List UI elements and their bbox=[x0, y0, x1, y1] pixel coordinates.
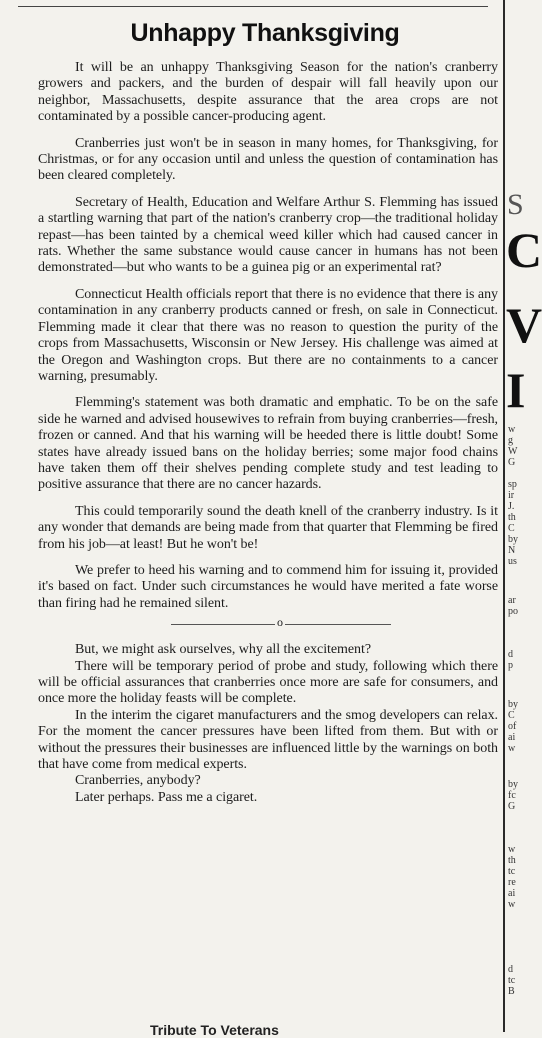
adjacent-fragment: us bbox=[508, 556, 517, 567]
adjacent-fragment: ir bbox=[508, 490, 515, 501]
adjacent-fragment: ai bbox=[508, 732, 516, 743]
adjacent-fragment: by bbox=[508, 534, 518, 545]
column-divider bbox=[503, 0, 505, 1032]
adjacent-fragment: S bbox=[507, 188, 524, 221]
adjacent-fragment: re bbox=[508, 877, 516, 888]
adjacent-fragment: w bbox=[508, 844, 516, 855]
adjacent-fragment: V bbox=[506, 297, 542, 353]
adjacent-fragment: w bbox=[508, 899, 516, 910]
adjacent-fragment: by bbox=[508, 699, 518, 710]
adjacent-fragment: tc bbox=[508, 866, 516, 877]
paragraph: We prefer to heed his warning and to commend him for issuing it, provided it's based on fact. Under such circumstances he would have merited a fate worse than firing had he remained silent. bbox=[38, 562, 498, 611]
adjacent-fragment: fc bbox=[508, 790, 516, 801]
adjacent-fragment: po bbox=[508, 606, 518, 617]
adjacent-fragment: w bbox=[508, 424, 516, 435]
adjacent-fragment: ai bbox=[508, 888, 516, 899]
adjacent-column bbox=[506, 0, 542, 1032]
adjacent-fragment: C bbox=[506, 222, 542, 278]
paragraph: Cranberries just won't be in season in many homes, for Thanksgiving, for Christmas, or for any occasion until and unless the question of contamination has been cleared completely. bbox=[38, 135, 498, 184]
paragraph: There will be temporary period of probe and study, following which there will be official assurances that cranberries once more are safe for consumers, and once more the holiday feasts will be complete. bbox=[38, 658, 498, 707]
paragraph: Secretary of Health, Education and Welfare Arthur S. Flemming has issued a startling warning that part of the nation's cranberry crop—the traditional holiday repast—has been tainted by a chemical weed killer which had caused cancer in rats. Whether the same substance would cause cancer in humans has not been demonstrated—but who wants to be a guinea pig or an experimental rat? bbox=[38, 194, 498, 276]
adjacent-fragment: th bbox=[508, 512, 516, 523]
paragraph: Flemming's statement was both dramatic and emphatic. To be on the safe side he warned and advised housewives to refrain from buying cranberries—fresh, frozen or canned. And that his warning will be heeded there is little doubt! Some states have already issued bans on the holiday berries; some major food chains have taken them off their shelves pending complete study and test leading to positive assurance that there are no cancer hazards. bbox=[38, 395, 498, 493]
divider-mark: o bbox=[277, 615, 283, 630]
adjacent-fragment: ar bbox=[508, 595, 516, 606]
adjacent-fragment: C bbox=[508, 710, 515, 721]
paragraph: This could temporarily sound the death knell of the cranberry industry. Is it any wonder that demands are being made from that quarter that Flemming be fired from his job—at least! But he won't be! bbox=[38, 503, 498, 552]
adjacent-fragment: G bbox=[508, 801, 516, 812]
adjacent-fragment: J. bbox=[508, 501, 515, 512]
adjacent-fragment: d bbox=[508, 649, 513, 660]
paragraph: But, we might ask ourselves, why all the excitement? bbox=[75, 642, 371, 658]
adjacent-fragment: G bbox=[508, 457, 516, 468]
next-article-headline-fragment: Tribute To Veterans bbox=[150, 1022, 279, 1038]
adjacent-fragment: B bbox=[508, 986, 515, 997]
editorial-body bbox=[38, 60, 498, 806]
paragraph: In the interim the cigaret manufacturers and the smog developers can relax. For the moment the cancer pressures have been lifted from them. But with or without the pressures their businesses are influenced little by the warnings on both that have come from medical experts. bbox=[38, 707, 498, 773]
adjacent-fragment: N bbox=[508, 545, 516, 556]
editorial-headline: Unhappy Thanksgiving bbox=[130, 19, 400, 47]
adjacent-fragment: w bbox=[508, 743, 516, 754]
section-divider bbox=[38, 612, 498, 642]
paragraph: It will be an unhappy Thanksgiving Season for the nation's cranberry growers and packers, and the burden of despair will fall heavily upon our neighbor, Massachusetts, despite assurance that the area crops are not contaminated by a possible cancer-producing agent. bbox=[38, 60, 498, 125]
top-rule bbox=[18, 0, 488, 7]
adjacent-fragment: W bbox=[508, 446, 518, 457]
adjacent-fragment: p bbox=[508, 660, 513, 671]
adjacent-fragment: tc bbox=[508, 975, 516, 986]
adjacent-fragment: sp bbox=[508, 479, 517, 490]
paragraph: Connecticut Health officials report that there is no evidence that there is any contamination in any cranberry products canned or fresh, on sale in Connecticut. Flemming made it clear that there was no reason to question the purity of the crops from Massachusetts, Wisconsin or New Jersey. His challenge was aimed at the Oregon and Washington crops. But there are no containments to a cancer warning, presumably. bbox=[38, 286, 498, 384]
paragraph: Later perhaps. Pass me a cigaret. bbox=[75, 789, 258, 805]
adjacent-fragment: C bbox=[508, 523, 515, 534]
adjacent-fragment: by bbox=[508, 779, 518, 790]
adjacent-fragment: g bbox=[508, 435, 513, 446]
adjacent-fragment: of bbox=[508, 721, 517, 732]
adjacent-fragment: I bbox=[506, 362, 526, 418]
adjacent-fragment: th bbox=[508, 855, 516, 866]
adjacent-fragment: d bbox=[508, 964, 513, 975]
paragraph: Cranberries, anybody? bbox=[75, 773, 201, 789]
